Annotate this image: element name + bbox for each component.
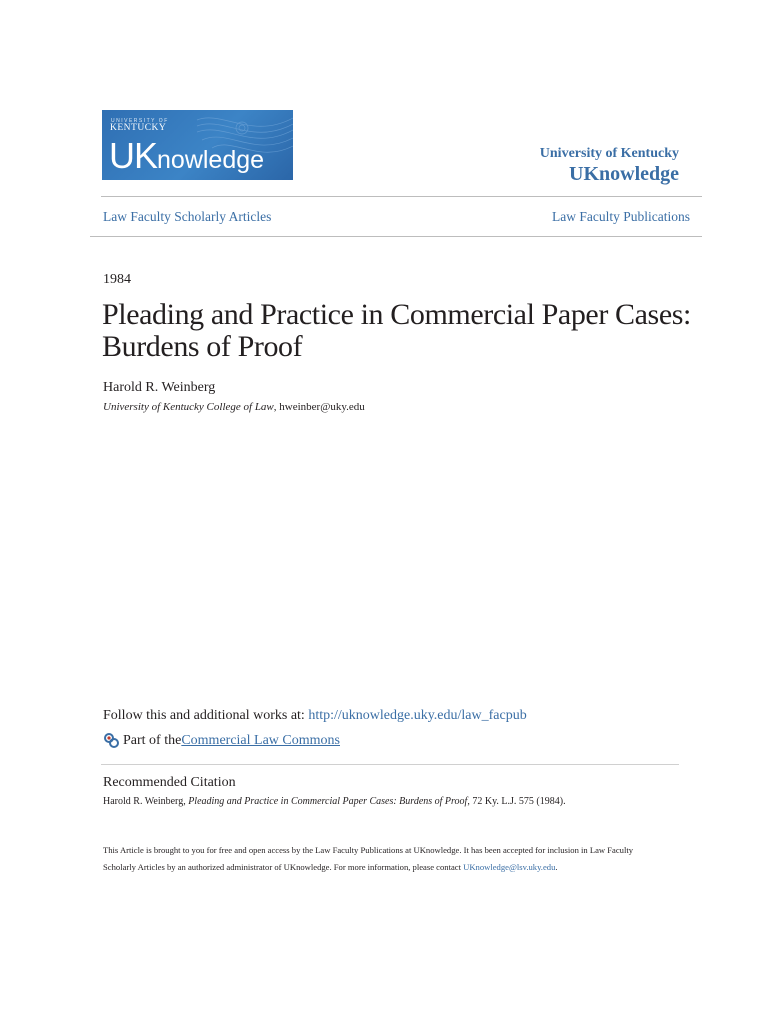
part-of-prefix: Part of the bbox=[123, 732, 182, 748]
logo-wordmark bbox=[109, 135, 264, 177]
follow-line bbox=[103, 708, 527, 724]
logo-uk: UK bbox=[109, 135, 158, 176]
citation-rest: , 72 Ky. L.J. 575 (1984). bbox=[467, 796, 566, 807]
author-name: Harold R. Weinberg bbox=[103, 380, 216, 395]
citation-author: Harold R. Weinberg, bbox=[103, 796, 189, 807]
logo-kentucky-text: KENTUCKY bbox=[110, 123, 167, 133]
institution-name[interactable]: University of Kentucky bbox=[539, 146, 679, 161]
nav-divider bbox=[90, 236, 702, 237]
repository-name[interactable]: UKnowledge bbox=[569, 163, 679, 185]
network-commons-icon bbox=[103, 732, 120, 749]
author-email: , hweinber@uky.edu bbox=[273, 401, 365, 413]
publication-year: 1984 bbox=[103, 272, 131, 287]
author-affiliation bbox=[103, 401, 365, 413]
law-faculty-publications-link[interactable]: Law Faculty Publications bbox=[552, 209, 690, 224]
part-of-line bbox=[103, 732, 340, 749]
article-title: Pleading and Practice in Commercial Paper Cases: Burdens of Proof bbox=[102, 298, 691, 363]
recommended-citation-heading: Recommended Citation bbox=[103, 775, 236, 790]
citation-text bbox=[103, 796, 566, 807]
notice-end: . bbox=[555, 862, 558, 872]
uknowledge-logo[interactable] bbox=[102, 110, 293, 180]
commercial-law-commons-link[interactable]: Commercial Law Commons bbox=[181, 732, 340, 748]
follow-prefix: Follow this and additional works at: bbox=[103, 708, 309, 723]
header-divider bbox=[101, 196, 702, 197]
access-notice bbox=[103, 842, 663, 876]
citation-divider bbox=[101, 764, 679, 765]
affiliation-name: University of Kentucky College of Law bbox=[103, 401, 274, 413]
contact-email-link[interactable]: UKnowledge@lsv.uky.edu bbox=[463, 862, 556, 872]
logo-nowledge: nowledge bbox=[157, 146, 265, 174]
logo-university-text: UNIVERSITY OF bbox=[111, 118, 169, 124]
collection-url-link[interactable]: http://uknowledge.uky.edu/law_facpub bbox=[308, 708, 527, 723]
citation-title: Pleading and Practice in Commercial Paper Cases: Burdens of Proof bbox=[188, 796, 468, 807]
notice-text: This Article is brought to you for free and open access by the Law Faculty Publications at UKnowledge. It has been accepted for inclusion in Law Faculty Scholarly Articles by an authorized administrator of UKnowledge. For more information, please contact bbox=[103, 845, 634, 872]
law-faculty-scholarly-articles-link[interactable]: Law Faculty Scholarly Articles bbox=[103, 209, 272, 224]
